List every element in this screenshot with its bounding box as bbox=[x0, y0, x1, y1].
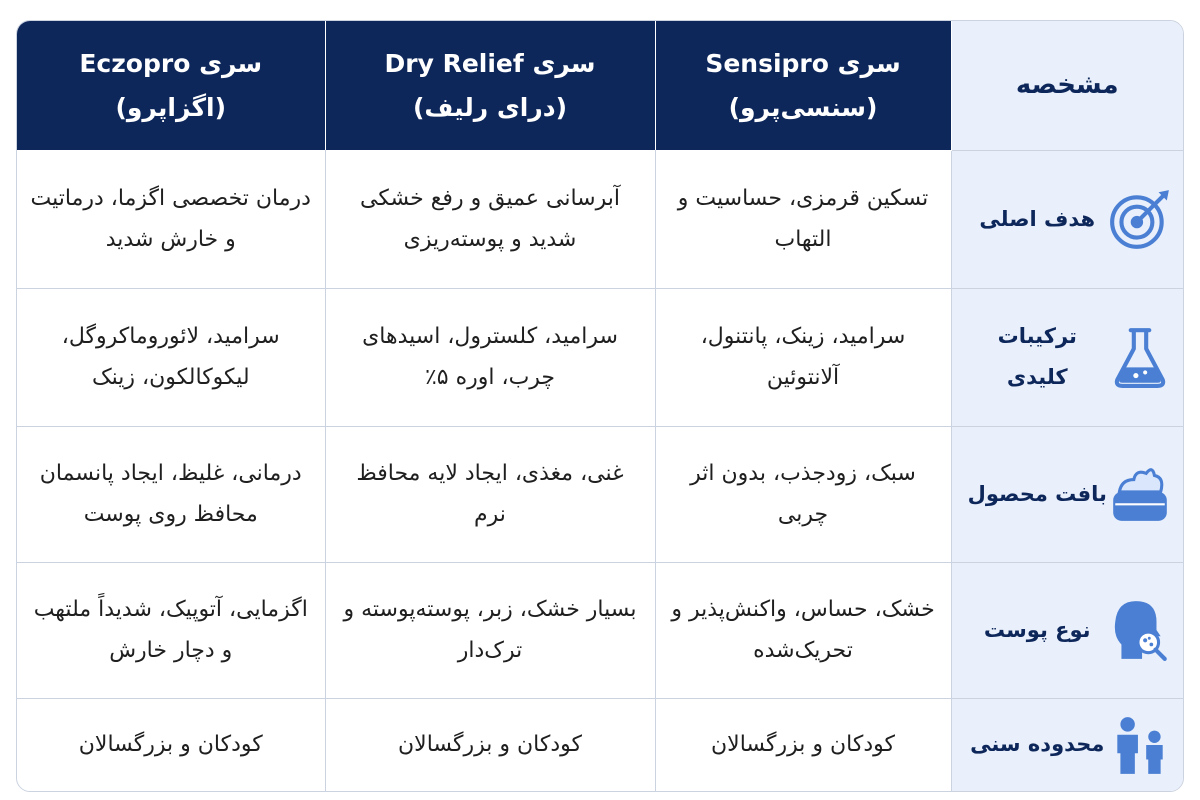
feature-cell-goal bbox=[951, 150, 1183, 288]
cell-dryrelief-goal: آبرسانی عمیق و رفع خشکی شدید و پوسته‌ریزی bbox=[325, 150, 655, 288]
cream-jar-icon bbox=[1107, 461, 1173, 527]
header-feature: مشخصه bbox=[951, 21, 1183, 150]
table-row bbox=[17, 150, 1183, 288]
header-eczopro bbox=[17, 21, 325, 150]
comparison-table-frame bbox=[16, 20, 1184, 792]
feature-cell-skin bbox=[951, 562, 1183, 698]
table-row bbox=[17, 562, 1183, 698]
family-icon bbox=[1107, 712, 1173, 778]
cell-eczopro-ingredients: سرامید، لائوروماکروگل، لیکوکالکون، زینک bbox=[17, 288, 325, 426]
target-icon bbox=[1107, 186, 1173, 252]
feature-label-texture: بافت محصول bbox=[967, 481, 1107, 506]
header-sensipro-name: سری Sensipro bbox=[705, 48, 901, 78]
header-dryrelief-name: سری Dry Relief bbox=[384, 48, 596, 78]
cell-sensipro-age: کودکان و بزرگسالان bbox=[655, 698, 951, 791]
cell-dryrelief-skin: بسیار خشک، زبر، پوسته‌پوسته و ترک‌دار bbox=[325, 562, 655, 698]
cell-sensipro-skin: خشک، حساس، واکنش‌پذیر و تحریک‌شده bbox=[655, 562, 951, 698]
feature-label-age: محدوده سنی bbox=[970, 732, 1105, 757]
flask-icon bbox=[1107, 324, 1173, 390]
table-header-row bbox=[17, 21, 1183, 150]
cell-sensipro-ingredients: سرامید، زینک، پانتنول، آلانتوئین bbox=[655, 288, 951, 426]
feature-cell-age bbox=[951, 698, 1183, 791]
cell-dryrelief-age: کودکان و بزرگسالان bbox=[325, 698, 655, 791]
comparison-table bbox=[17, 21, 1183, 791]
header-eczopro-persian: (اگزاپرو) bbox=[115, 92, 227, 122]
header-eczopro-name: سری Eczopro bbox=[79, 48, 263, 78]
header-dryrelief bbox=[325, 21, 655, 150]
face-magnifier-icon bbox=[1107, 597, 1173, 663]
cell-eczopro-skin: اگزمایی، آتوپیک، شدیداً ملتهب و دچار خارش bbox=[17, 562, 325, 698]
feature-label-skin: نوع پوست bbox=[983, 617, 1091, 642]
cell-dryrelief-ingredients: سرامید، کلسترول، اسیدهای چرب، اوره ۵٪ bbox=[325, 288, 655, 426]
cell-sensipro-goal: تسکین قرمزی، حساسیت و التهاب bbox=[655, 150, 951, 288]
feature-label-goal: هدف اصلی bbox=[979, 206, 1096, 231]
cell-eczopro-goal: درمان تخصصی اگزما، درماتیت و خارش شدید bbox=[17, 150, 325, 288]
feature-cell-ingredients bbox=[951, 288, 1183, 426]
cell-sensipro-texture: سبک، زودجذب، بدون اثر چربی bbox=[655, 426, 951, 562]
table-row bbox=[17, 288, 1183, 426]
header-dryrelief-persian: (درای رلیف) bbox=[412, 92, 568, 122]
cell-dryrelief-texture: غنی، مغذی، ایجاد لایه محافظ نرم bbox=[325, 426, 655, 562]
table-row bbox=[17, 698, 1183, 791]
table-row bbox=[17, 426, 1183, 562]
cell-eczopro-texture: درمانی، غلیظ، ایجاد پانسمان محافظ روی پوست bbox=[17, 426, 325, 562]
feature-label-ingredients: ترکیبات کلیدی bbox=[997, 324, 1077, 389]
cell-eczopro-age: کودکان و بزرگسالان bbox=[17, 698, 325, 791]
header-sensipro bbox=[655, 21, 951, 150]
feature-cell-texture bbox=[951, 426, 1183, 562]
header-sensipro-persian: (سنسی‌پرو) bbox=[728, 92, 878, 122]
